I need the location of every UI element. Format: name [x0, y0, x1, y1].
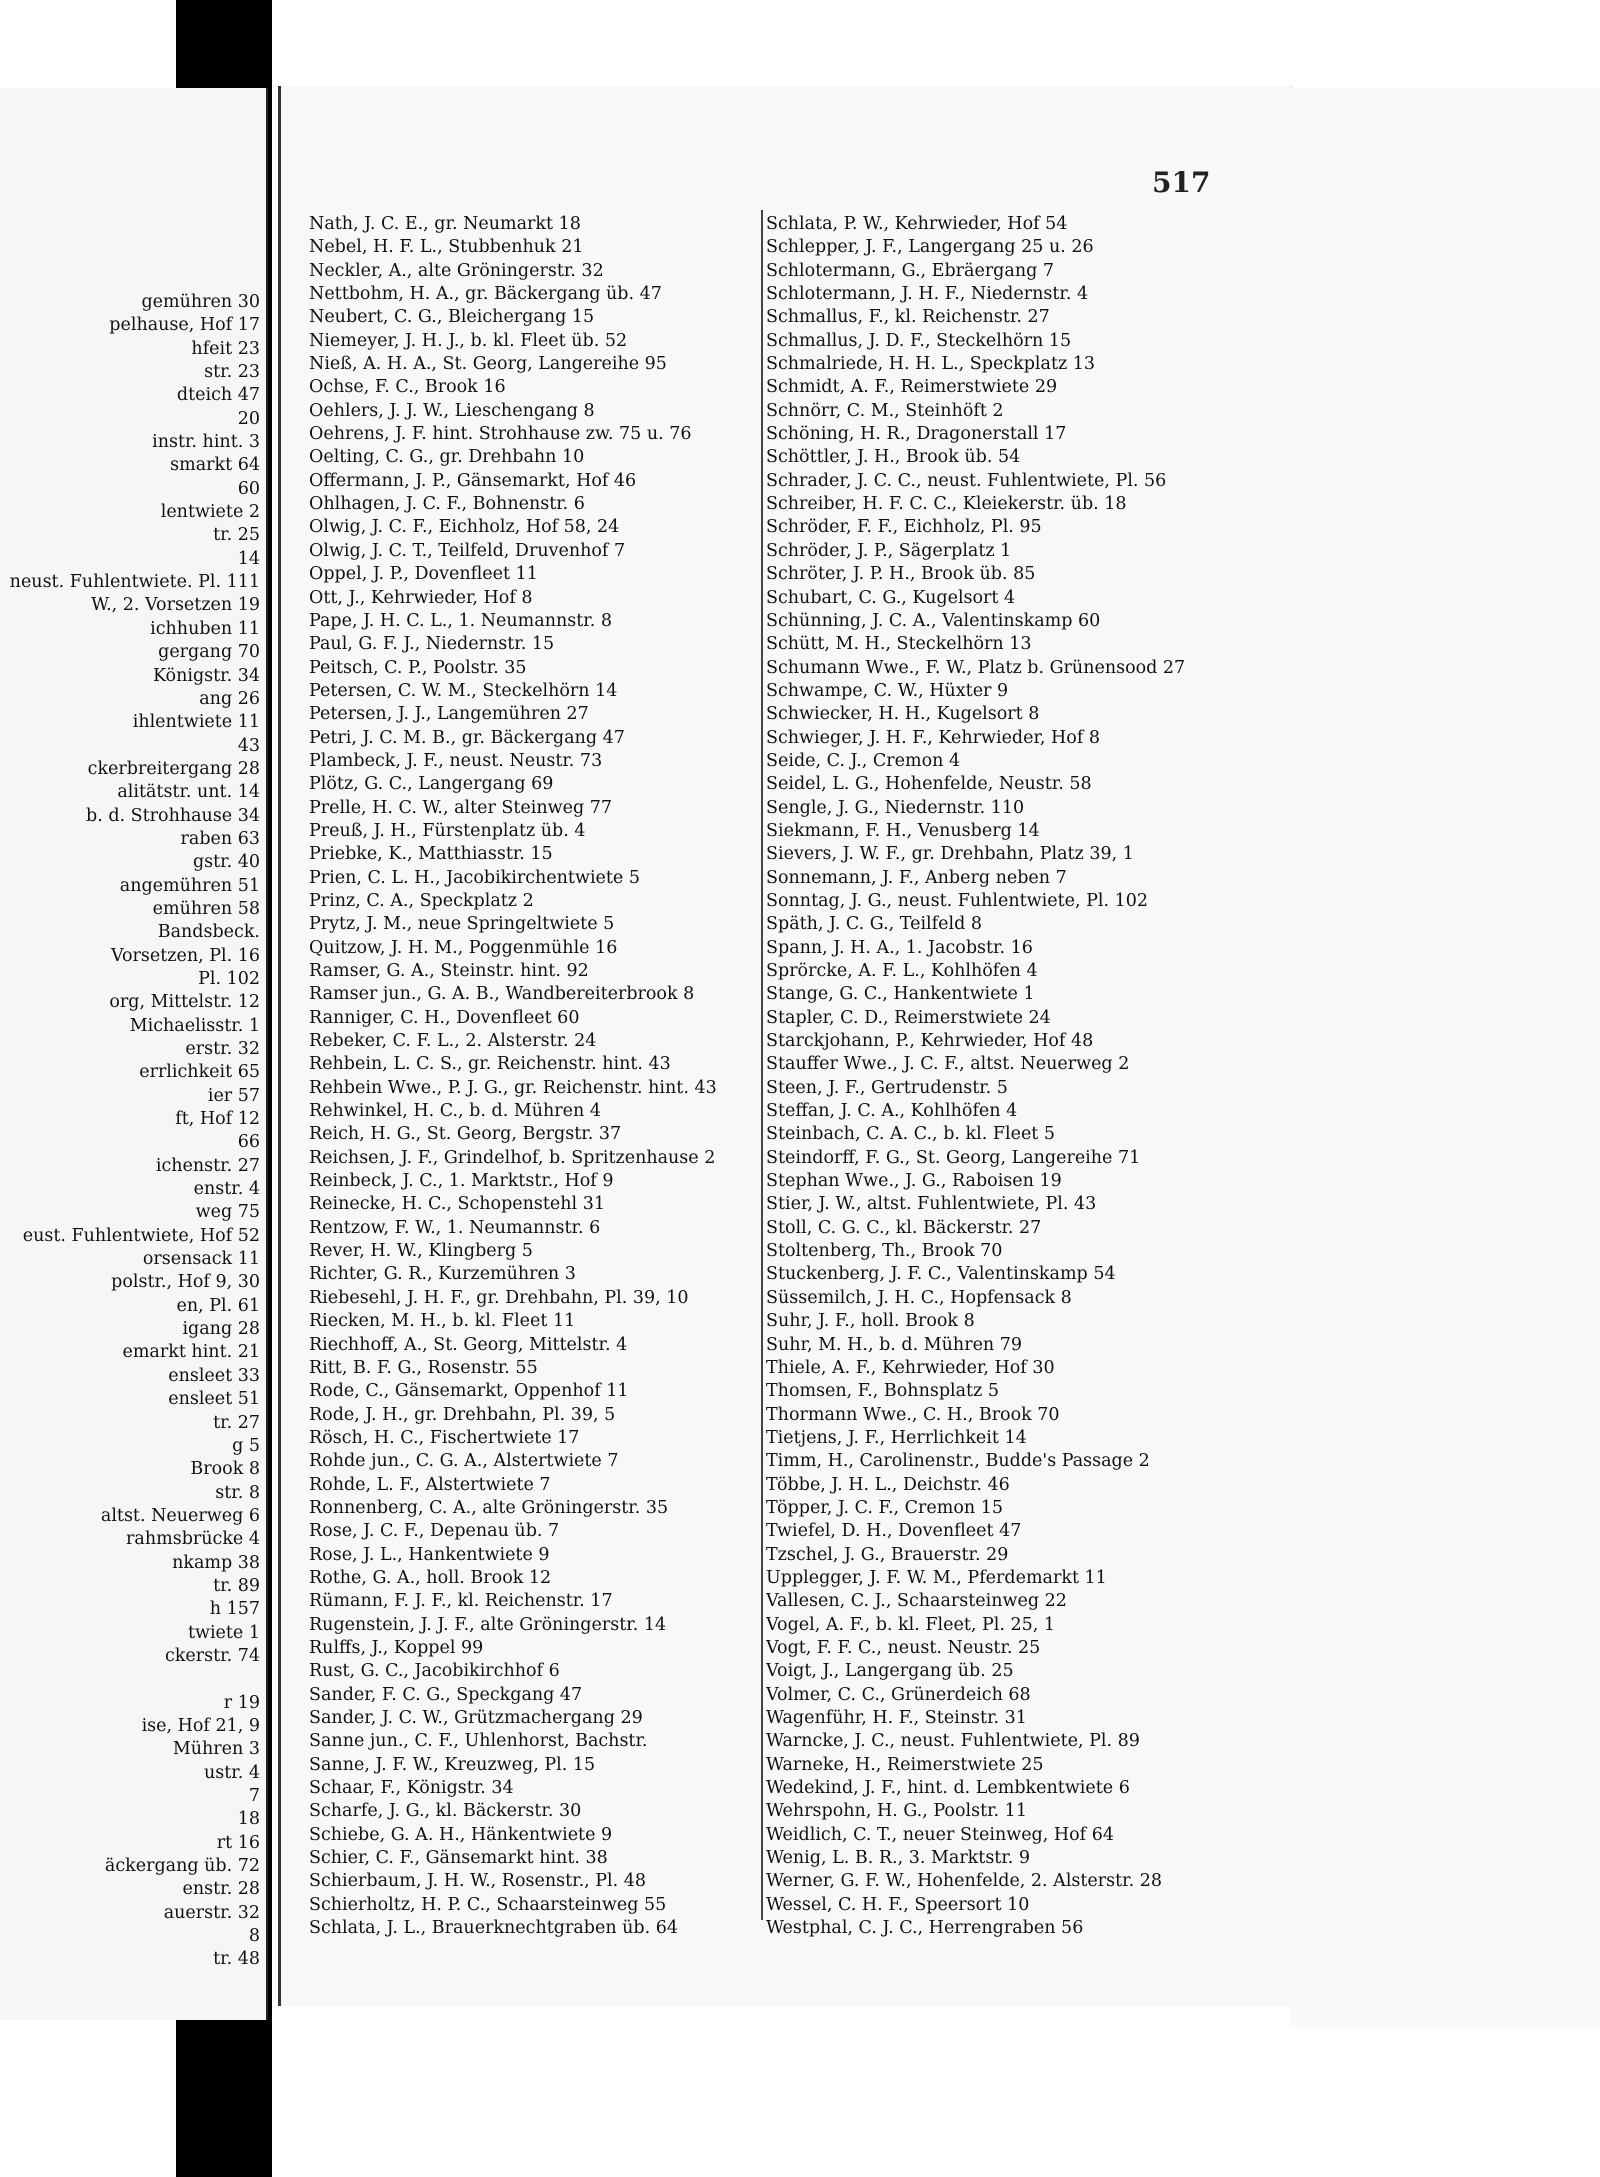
directory-entry: Siekmann, F. H., Venusberg 14 [766, 820, 1040, 841]
left-page-entry-fragment: enstr. 4 [193, 1179, 260, 1200]
left-page-entry-fragment: 7 [248, 1786, 260, 1806]
right-page-edge [1290, 88, 1600, 2028]
left-page-entry-fragment: raben 63 [180, 828, 260, 849]
directory-entry: Prien, C. L. H., Jacobikirchentwiete 5 [309, 867, 640, 888]
left-page-entry-fragment: 18 [237, 1809, 260, 1830]
directory-entry: Twiefel, D. H., Dovenfleet 47 [766, 1521, 1022, 1542]
left-page-entry-fragment: hfeit 23 [191, 338, 260, 359]
directory-entry: Stephan Wwe., J. G., Raboisen 19 [766, 1171, 1062, 1192]
directory-entry: Nebel, H. F. L., Stubbenhuk 21 [309, 237, 584, 258]
left-page-entry-fragment: polstr., Hof 9, 30 [111, 1272, 260, 1293]
directory-entry: Schumann Wwe., F. W., Platz b. Grünensood 27 [766, 657, 1186, 678]
left-page-entry-fragment: rt 16 [216, 1832, 260, 1853]
directory-entry: Späth, J. C. G., Teilfeld 8 [766, 914, 982, 935]
left-page-entry-fragment: erstr. 32 [185, 1039, 260, 1059]
left-page-entry-fragment: orsensack 11 [142, 1249, 260, 1270]
directory-entry: Richter, G. R., Kurzemühren 3 [309, 1264, 576, 1285]
directory-entry: Ritt, B. F. G., Rosenstr. 55 [309, 1357, 538, 1378]
directory-entry: Sonntag, J. G., neust. Fuhlentwiete, Pl. 102 [766, 890, 1149, 911]
left-page-entry-fragment: errlichkeit 65 [139, 1062, 260, 1083]
left-page-entry-fragment: gstr. 40 [192, 852, 260, 873]
directory-column-left [309, 213, 779, 1940]
directory-entry: Preuß, J. H., Fürstenplatz üb. 4 [309, 820, 586, 841]
directory-entry: Schünning, J. C. A., Valentinskamp 60 [766, 610, 1101, 631]
directory-entry: Töpper, J. C. F., Cremon 15 [766, 1497, 1003, 1518]
directory-entry: Schlotermann, G., Ebräergang 7 [766, 260, 1054, 281]
directory-entry: Stuckenberg, J. F. C., Valentinskamp 54 [766, 1264, 1116, 1285]
directory-entry: Stoll, C. G. C., kl. Bäckerstr. 27 [766, 1217, 1042, 1238]
directory-entry: Rothe, G. A., holl. Brook 12 [309, 1567, 552, 1588]
directory-column-right [766, 213, 1236, 1940]
left-page-entry-fragment: eust. Fuhlentwiete, Hof 52 [22, 1225, 260, 1246]
directory-entry: Rulffs, J., Koppel 99 [309, 1637, 484, 1658]
directory-entry: Warncke, J. C., neust. Fuhlentwiete, Pl. 89 [766, 1731, 1140, 1752]
directory-entry: Oehlers, J. J. W., Lieschengang 8 [309, 400, 595, 421]
left-page-entry-fragment: ckerbreitergang 28 [87, 758, 260, 779]
directory-entry: Nettbohm, H. A., gr. Bäckergang üb. 47 [309, 284, 662, 305]
directory-entry: Ochse, F. C., Brook 16 [309, 377, 506, 398]
left-page-entry-fragment: ihlentwiete 11 [132, 712, 260, 733]
directory-entry: Stange, G. C., Hankentwiete 1 [766, 984, 1035, 1005]
left-page-entry-fragment: ichenstr. 27 [155, 1155, 260, 1176]
directory-entry: Ronnenberg, C. A., alte Gröningerstr. 35 [309, 1497, 669, 1518]
directory-entry: Plötz, G. C., Langergang 69 [309, 774, 554, 795]
left-page-entry-fragment: neust. Fuhlentwiete. Pl. 111 [9, 572, 260, 593]
left-page-entry-fragment: emarkt hint. 21 [122, 1342, 260, 1363]
directory-entry: Reich, H. G., St. Georg, Bergstr. 37 [309, 1124, 622, 1145]
directory-entry: Neckler, A., alte Gröningerstr. 32 [309, 260, 604, 281]
directory-entry: Schlata, J. L., Brauerknechtgraben üb. 64 [309, 1918, 679, 1939]
directory-entry: Prinz, C. A., Speckplatz 2 [309, 890, 534, 911]
left-page-entry-fragment: b. d. Strohhause 34 [86, 805, 260, 826]
directory-entry: Rösch, H. C., Fischertwiete 17 [309, 1427, 580, 1448]
directory-entry: Vogel, A. F., b. kl. Fleet, Pl. 25, 1 [766, 1614, 1056, 1635]
directory-entry: Schierbaum, J. H. W., Rosenstr., Pl. 48 [309, 1871, 647, 1892]
directory-entry: Wagenführ, H. F., Steinstr. 31 [766, 1708, 1027, 1728]
left-page-entry-fragment: ang 26 [199, 688, 260, 709]
left-page-entry-fragment: gemühren 30 [141, 292, 260, 312]
left-page-entry-fragment: alitätstr. unt. 14 [117, 782, 260, 803]
left-page-entry-fragment: tr. 25 [213, 525, 260, 546]
directory-entry: Thiele, A. F., Kehrwieder, Hof 30 [766, 1357, 1055, 1378]
directory-entry: Priebke, K., Matthiasstr. 15 [309, 844, 553, 865]
left-page-entry-fragment: Vorsetzen, Pl. 16 [110, 945, 260, 966]
directory-entry: Rugenstein, J. J. F., alte Gröningerstr. 14 [309, 1614, 667, 1635]
directory-entry: Rohde, L. F., Alstertwiete 7 [309, 1474, 551, 1495]
left-page-entry-fragment: ichhuben 11 [150, 618, 260, 639]
directory-entry: Riechhoff, A., St. Georg, Mittelstr. 4 [309, 1334, 628, 1355]
left-page-entry-fragment: 60 [237, 478, 260, 499]
directory-entry: Schreiber, H. F. C. C., Kleiekerstr. üb. 18 [766, 494, 1127, 515]
directory-entry: Petersen, J. J., Langemühren 27 [309, 704, 589, 725]
directory-entry: Riecken, M. H., b. kl. Fleet 11 [309, 1311, 576, 1332]
left-page-entry-fragment: tr. 27 [213, 1412, 260, 1433]
left-page-entry-fragment: emühren 58 [152, 898, 260, 919]
directory-entry: Schlotermann, J. H. F., Niedernstr. 4 [766, 284, 1089, 305]
directory-entry: Sievers, J. W. F., gr. Drehbahn, Platz 39, 1 [766, 844, 1134, 865]
directory-entry: Werner, G. F. W., Hohenfelde, 2. Alsterstr. 28 [766, 1871, 1163, 1892]
left-page-entry-fragment: ise, Hof 21, 9 [141, 1715, 260, 1736]
left-page-entry-fragment: enstr. 28 [182, 1879, 260, 1900]
left-page-entry-fragment: nkamp 38 [172, 1552, 260, 1573]
left-page-entry-fragment: g 5 [232, 1435, 260, 1456]
left-page-entry-fragment: 20 [237, 408, 260, 429]
directory-entry: Steinbach, C. A. C., b. kl. Fleet 5 [766, 1124, 1056, 1145]
left-page-entry-fragment [0, 1668, 266, 1691]
left-page-entry-fragment: Pl. 102 [198, 968, 260, 989]
directory-entry: Niemeyer, J. H. J., b. kl. Fleet üb. 52 [309, 330, 628, 351]
directory-entry: Sander, J. C. W., Grützmachergang 29 [309, 1708, 643, 1728]
directory-entry: Schröder, F. F., Eichholz, Pl. 95 [766, 517, 1042, 538]
directory-entry: Schnörr, C. M., Steinhöft 2 [766, 400, 1004, 421]
directory-entry: Westphal, C. J. C., Herrengraben 56 [766, 1918, 1084, 1939]
directory-entry: Quitzow, J. H. M., Poggenmühle 16 [309, 937, 618, 958]
left-page-entry-fragment: twiete 1 [187, 1622, 260, 1643]
left-page-entry-fragment: pelhause, Hof 17 [109, 315, 260, 336]
directory-entry: Pape, J. H. C. L., 1. Neumannstr. 8 [309, 610, 612, 631]
directory-entry: Sprörcke, A. F. L., Kohlhöfen 4 [766, 961, 1038, 981]
directory-entry: Stapler, C. D., Reimerstwiete 24 [766, 1007, 1051, 1028]
directory-entry: Plambeck, J. F., neust. Neustr. 73 [309, 750, 603, 771]
directory-entry: Schmallus, J. D. F., Steckelhörn 15 [766, 330, 1072, 351]
directory-entry: Rehwinkel, H. C., b. d. Mühren 4 [309, 1101, 601, 1122]
directory-entry: Schütt, M. H., Steckelhörn 13 [766, 634, 1032, 655]
directory-entry: Timm, H., Carolinenstr., Budde's Passage 2 [766, 1451, 1150, 1472]
directory-entry: Schröder, J. P., Sägerplatz 1 [766, 540, 1012, 561]
directory-entry: Warneke, H., Reimerstwiete 25 [766, 1754, 1044, 1775]
directory-entry: Schmalriede, H. H. L., Speckplatz 13 [766, 354, 1096, 375]
left-page-entry-fragment: dteich 47 [176, 385, 260, 406]
directory-entry: Schier, C. F., Gänsemarkt hint. 38 [309, 1848, 608, 1869]
left-page-entry-fragment: smarkt 64 [170, 455, 260, 476]
left-page-entry-fragment: str. 8 [215, 1482, 260, 1503]
directory-entry: Rode, C., Gänsemarkt, Oppenhof 11 [309, 1381, 629, 1402]
left-page-entry-fragment: angemühren 51 [119, 875, 260, 896]
left-page-entry-fragment: W., 2. Vorsetzen 19 [91, 595, 260, 616]
left-page-entry-fragment: Mühren 3 [172, 1739, 260, 1760]
directory-entry: Riebesehl, J. H. F., gr. Drehbahn, Pl. 39, 10 [309, 1287, 689, 1308]
directory-entry: Ramser jun., G. A. B., Wandbereiterbrook 8 [309, 984, 695, 1005]
left-page-entry-fragment: 66 [237, 1132, 260, 1153]
directory-entry: Oehrens, J. F. hint. Strohhause zw. 75 u. 76 [309, 424, 692, 445]
left-page-entry-fragment: tr. 89 [213, 1575, 260, 1596]
directory-entry: Olwig, J. C. T., Teilfeld, Druvenhof 7 [309, 540, 626, 561]
directory-entry: Wehrspohn, H. G., Poolstr. 11 [766, 1801, 1027, 1822]
directory-entry: Többe, J. H. L., Deichstr. 46 [766, 1474, 1010, 1495]
directory-entry: Seidel, L. G., Hohenfelde, Neustr. 58 [766, 774, 1092, 795]
directory-entry: Olwig, J. C. F., Eichholz, Hof 58, 24 [309, 517, 620, 538]
directory-entry: Vogt, F. F. C., neust. Neustr. 25 [766, 1637, 1041, 1658]
left-page-entry-fragment: 14 [237, 548, 260, 569]
directory-entry: Schwieger, J. H. F., Kehrwieder, Hof 8 [766, 727, 1101, 748]
directory-entry: Rebeker, C. F. L., 2. Alsterstr. 24 [309, 1031, 597, 1052]
directory-entry: Schierholtz, H. P. C., Schaarsteinweg 55 [309, 1894, 667, 1915]
directory-entry: Schöttler, J. H., Brook üb. 54 [766, 447, 1021, 468]
directory-entry: Wedekind, J. F., hint. d. Lembkentwiete 6 [766, 1778, 1130, 1799]
left-page-entry-fragment: instr. hint. 3 [152, 432, 260, 453]
directory-entry: Schöning, H. R., Dragonerstall 17 [766, 424, 1067, 445]
left-page-entry-fragment: ft, Hof 12 [175, 1109, 260, 1130]
directory-entry: Suhr, M. H., b. d. Mühren 79 [766, 1334, 1023, 1355]
directory-entry: Tzschel, J. G., Brauerstr. 29 [766, 1544, 1009, 1565]
left-page [0, 88, 268, 2020]
directory-entry: Vallesen, C. J., Schaarsteinweg 22 [766, 1591, 1067, 1612]
left-page-entry-fragment: Brook 8 [190, 1459, 260, 1480]
directory-entry: Rümann, F. J. F., kl. Reichenstr. 17 [309, 1591, 613, 1612]
directory-entry: Schiebe, G. A. H., Hänkentwiete 9 [309, 1824, 613, 1845]
directory-entry: Upplegger, J. F. W. M., Pferdemarkt 11 [766, 1567, 1107, 1588]
directory-entry: Nieß, A. H. A., St. Georg, Langereihe 95 [309, 354, 667, 375]
left-page-entry-fragment: altst. Neuerweg 6 [100, 1505, 260, 1526]
directory-entry: Tietjens, J. F., Herrlichkeit 14 [766, 1427, 1027, 1448]
directory-entry: Rentzow, F. W., 1. Neumannstr. 6 [309, 1217, 601, 1238]
left-page-entry-fragment: weg 75 [195, 1202, 260, 1223]
directory-entry: Offermann, J. P., Gänsemarkt, Hof 46 [309, 470, 637, 491]
directory-entry: Schwiecker, H. H., Kugelsort 8 [766, 704, 1040, 725]
directory-entry: Ohlhagen, J. C. F., Bohnenstr. 6 [309, 494, 585, 515]
directory-entry: Reinbeck, J. C., 1. Marktstr., Hof 9 [309, 1171, 614, 1192]
directory-entry: Stier, J. W., altst. Fuhlentwiete, Pl. 43 [766, 1194, 1097, 1215]
directory-entry: Oppel, J. P., Dovenfleet 11 [309, 564, 538, 585]
left-page-entry-fragment: tr. 48 [213, 1949, 260, 1970]
directory-entry: Voigt, J., Langergang üb. 25 [766, 1661, 1014, 1682]
directory-entry: Wenig, L. B. R., 3. Marktstr. 9 [766, 1848, 1031, 1869]
directory-entry: Petersen, C. W. M., Steckelhörn 14 [309, 680, 618, 701]
left-page-entry-fragment: ensleet 33 [168, 1365, 260, 1386]
directory-entry: Schröter, J. P. H., Brook üb. 85 [766, 564, 1036, 585]
directory-entry: Sengle, J. G., Niedernstr. 110 [766, 797, 1025, 818]
directory-entry: Peitsch, C. P., Poolstr. 35 [309, 657, 527, 678]
directory-entry: Rode, J. H., gr. Drehbahn, Pl. 39, 5 [309, 1404, 616, 1425]
directory-entry: Steffan, J. C. A., Kohlhöfen 4 [766, 1101, 1018, 1122]
left-page-entry-fragment: Königstr. 34 [152, 665, 260, 686]
left-page-entry-fragment: äckergang üb. 72 [104, 1856, 260, 1877]
left-page-entry-fragment: igang 28 [182, 1319, 260, 1340]
directory-entry: Ranniger, C. H., Dovenfleet 60 [309, 1007, 580, 1028]
directory-entry: Ramser, G. A., Steinstr. hint. 92 [309, 961, 589, 981]
left-page-entry-fragment: lentwiete 2 [160, 502, 260, 523]
left-page-entry-fragment: ckerstr. 74 [165, 1645, 260, 1666]
directory-entry: Ott, J., Kehrwieder, Hof 8 [309, 587, 533, 608]
page-number: 517 [1152, 166, 1211, 199]
left-page-fragments [0, 291, 266, 1972]
directory-entry: Reinecke, H. C., Schopenstehl 31 [309, 1194, 605, 1215]
left-page-entry-fragment: 8 [248, 1926, 260, 1947]
directory-entry: Prytz, J. M., neue Springeltwiete 5 [309, 914, 615, 935]
directory-entry: Rever, H. W., Klingberg 5 [309, 1241, 533, 1262]
left-page-entry-fragment: ensleet 51 [168, 1389, 260, 1410]
directory-entry: Schlata, P. W., Kehrwieder, Hof 54 [766, 214, 1068, 234]
directory-entry: Thomsen, F., Bohnsplatz 5 [766, 1381, 1000, 1402]
left-page-entry-fragment: Michaelisstr. 1 [129, 1015, 260, 1036]
directory-entry: Rehbein, L. C. S., gr. Reichenstr. hint. 43 [309, 1054, 671, 1075]
left-page-entry-fragment: str. 23 [204, 362, 260, 383]
directory-entry: Steindorff, F. G., St. Georg, Langereihe 71 [766, 1147, 1141, 1168]
directory-entry: Schmallus, F., kl. Reichenstr. 27 [766, 307, 1050, 328]
directory-entry: Nath, J. C. E., gr. Neumarkt 18 [309, 214, 581, 234]
directory-entry: Paul, G. F. J., Niedernstr. 15 [309, 634, 555, 655]
directory-entry: Rust, G. C., Jacobikirchhof 6 [309, 1661, 560, 1682]
directory-entry: Seide, C. J., Cremon 4 [766, 750, 961, 771]
directory-entry: Neubert, C. G., Bleichergang 15 [309, 307, 595, 328]
left-page-entry-fragment: en, Pl. 61 [176, 1295, 260, 1316]
directory-entry: Schubart, C. G., Kugelsort 4 [766, 587, 1016, 608]
directory-entry: Stauffer Wwe., J. C. F., altst. Neuerweg 2 [766, 1054, 1130, 1075]
directory-entry: Volmer, C. C., Grünerdeich 68 [766, 1684, 1031, 1705]
directory-entry: Rose, J. L., Hankentwiete 9 [309, 1544, 550, 1565]
left-page-entry-fragment: ustr. 4 [204, 1762, 260, 1783]
directory-entry: Schaar, F., Königstr. 34 [309, 1778, 514, 1799]
left-page-entry-fragment: 43 [237, 735, 260, 756]
directory-entry: Rohde jun., C. G. A., Alstertwiete 7 [309, 1451, 619, 1472]
directory-entry: Schmidt, A. F., Reimerstwiete 29 [766, 377, 1058, 398]
left-page-entry-fragment: gergang 70 [158, 642, 260, 663]
directory-entry: Spann, J. H. A., 1. Jacobstr. 16 [766, 937, 1033, 958]
directory-entry: Sanne, J. F. W., Kreuzweg, Pl. 15 [309, 1754, 596, 1775]
directory-entry: Wessel, C. H. F., Speersort 10 [766, 1894, 1030, 1915]
directory-entry: Oelting, C. G., gr. Drehbahn 10 [309, 447, 585, 468]
left-page-entry-fragment: r 19 [223, 1692, 260, 1713]
directory-entry: Süssemilch, J. H. C., Hopfensack 8 [766, 1287, 1072, 1308]
directory-entry: Petri, J. C. M. B., gr. Bäckergang 47 [309, 727, 625, 748]
left-page-entry-fragment: rahmsbrücke 4 [126, 1529, 260, 1550]
directory-entry: Prelle, H. C. W., alter Steinweg 77 [309, 797, 613, 818]
directory-entry: Rehbein Wwe., P. J. G., gr. Reichenstr. hint. 43 [309, 1077, 717, 1098]
left-page-entry-fragment: Bandsbeck. [157, 922, 260, 943]
directory-entry: Suhr, J. F., holl. Brook 8 [766, 1311, 975, 1332]
directory-entry: Weidlich, C. T., neuer Steinweg, Hof 64 [766, 1824, 1114, 1845]
directory-entry: Schrader, J. C. C., neust. Fuhlentwiete, Pl. 56 [766, 470, 1167, 491]
left-page-entry-fragment: auerstr. 32 [163, 1902, 260, 1923]
directory-entry: Steen, J. F., Gertrudenstr. 5 [766, 1077, 1008, 1098]
directory-entry: Stoltenberg, Th., Brook 70 [766, 1241, 1003, 1262]
directory-entry: Sanne jun., C. F., Uhlenhorst, Bachstr. [309, 1731, 648, 1752]
left-page-entry-fragment: h 157 [209, 1599, 260, 1620]
directory-entry: Thormann Wwe., C. H., Brook 70 [766, 1404, 1060, 1425]
left-page-entry-fragment: ier 57 [207, 1085, 260, 1106]
left-page-entry-fragment: org, Mittelstr. 12 [109, 992, 260, 1013]
directory-entry: Scharfe, J. G., kl. Bäckerstr. 30 [309, 1801, 582, 1822]
directory-entry: Starckjohann, P., Kehrwieder, Hof 48 [766, 1031, 1094, 1052]
directory-entry: Sander, F. C. G., Speckgang 47 [309, 1684, 583, 1705]
directory-entry: Sonnemann, J. F., Anberg neben 7 [766, 867, 1067, 888]
directory-entry: Reichsen, J. F., Grindelhof, b. Spritzenhause 2 [309, 1147, 716, 1168]
directory-entry: Schlepper, J. F., Langergang 25 u. 26 [766, 237, 1094, 258]
directory-entry: Schwampe, C. W., Hüxter 9 [766, 680, 1009, 701]
directory-entry: Rose, J. C. F., Depenau üb. 7 [309, 1521, 560, 1542]
